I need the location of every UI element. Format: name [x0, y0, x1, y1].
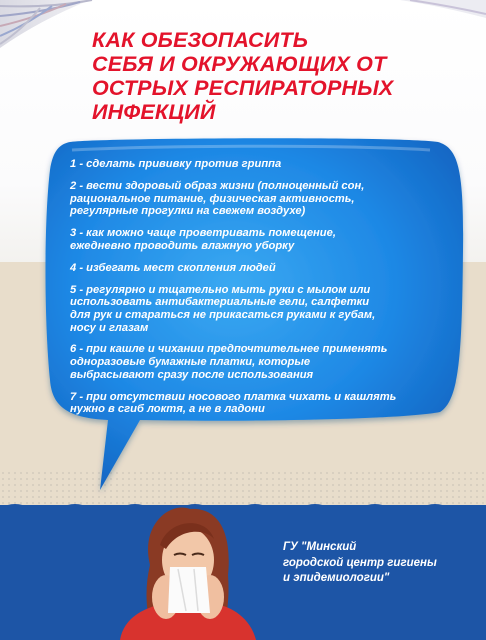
- tip-item: 7 - при отсутствии носового платка чихать и кашлять нужно в сгиб локтя, а не в ладони: [70, 390, 397, 416]
- tip-item: 1 - сделать прививку против гриппа: [70, 158, 282, 170]
- sneezing-woman-photo: [110, 505, 260, 640]
- tip-item: 4 - избегать мест скопления людей: [70, 261, 276, 274]
- organization-name: ГУ "Минский городской центр гигиены и эпидемиологии": [283, 541, 437, 584]
- tip-item: 6 - при кашле и чихании предпочтительнее применять одноразовые бумажные платки, которые выбрасывают сразу после использования: [70, 343, 388, 381]
- prevention-tips-list: [70, 158, 440, 425]
- tip-item: 2 - вести здоровый образ жизни (полноценный сон, рациональное питание, физическая активность, регулярные прогулки на свежем воздухе): [70, 179, 365, 218]
- tip-item: 3 - как можно чаще проветривать помещение, ежедневно проводить влажную уборку: [70, 227, 336, 252]
- page-title: КАК ОБЕЗОПАСИТЬ СЕБЯ И ОКРУЖАЮЩИХ ОТ ОСТРЫХ РЕСПИРАТОРНЫХ ИНФЕКЦИЙ: [92, 28, 394, 124]
- tip-item: 5 - регулярно и тщательно мыть руки с мылом или использовать антибактериальные гели, салфетки для рук и стараться не прикасаться руками к губам, носу и глазам: [70, 283, 376, 334]
